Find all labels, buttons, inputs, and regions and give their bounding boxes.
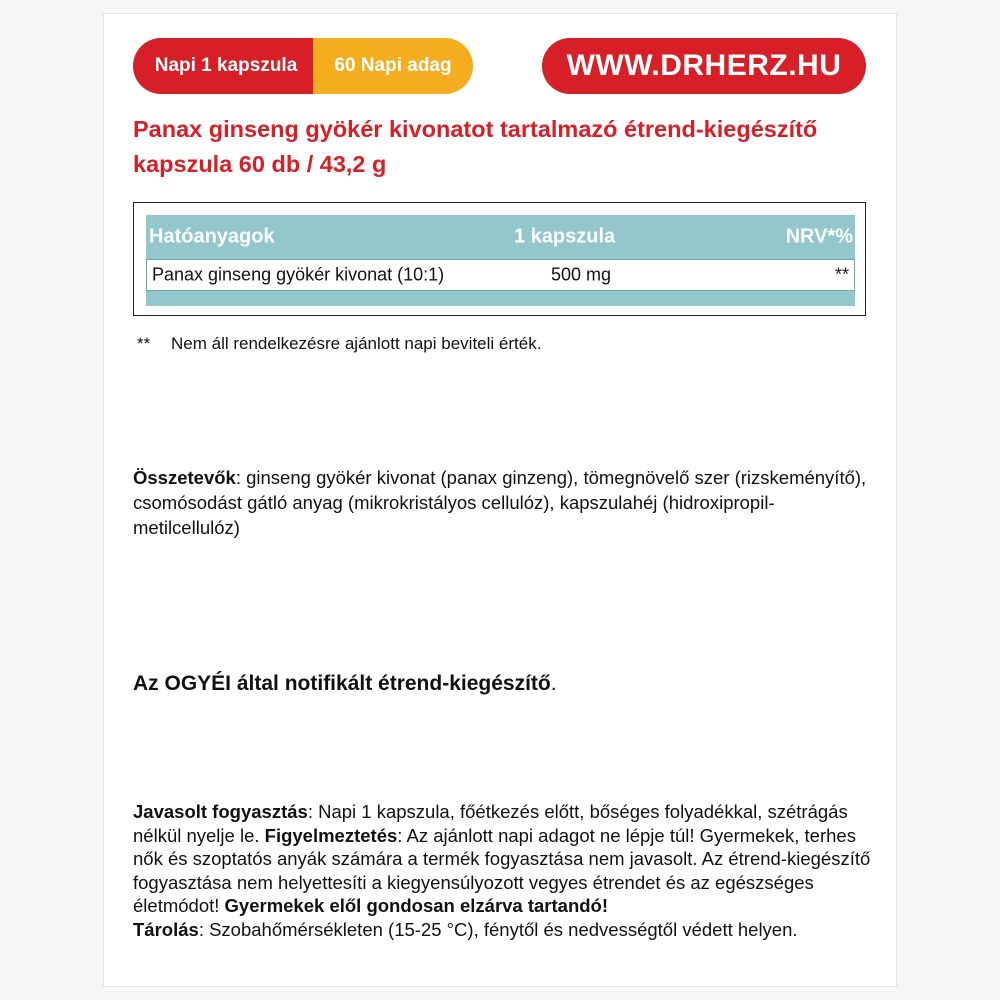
notification-statement [133,671,873,696]
header-nrv: NRV*% [785,225,853,248]
header-active-ingredients: Hatóanyagok [149,225,275,248]
usage-text: : Napi 1 kapszula, főétkezés előtt, bőséges folyadékkal, szétrágás nélkül nyelje le. [133,801,848,846]
header-per-capsule: 1 kapszula [514,225,616,248]
usage-paragraph [133,800,873,941]
notification-suffix: . [550,672,557,695]
product-title [133,112,873,182]
website-badge[interactable]: WWW.DRHERZ.HU [542,38,866,94]
nutrition-table-header [146,215,855,259]
footnote [137,334,541,354]
notification-text: Az OGYÉI által notifikált étrend-kiegészítő [133,672,551,695]
ingredient-amount-cell: 500 mg [551,264,612,285]
usage-label: Javasolt fogyasztás [133,801,308,822]
storage-label: Tárolás [133,918,199,940]
warning-label: Figyelmeztetés [264,824,398,846]
storage-text: : Szobahőmérsékleten (15-25 °C), fénytől és nedvességtől védett helyen. [198,918,798,940]
ingredient-nrv-cell: ** [834,264,849,285]
ingredient-name-cell: Panax ginseng gyökér kivonat (10:1) [152,264,445,285]
product-title-line2: kapszula 60 db / 43,2 g [133,151,387,177]
warning-text: : Az ajánlott napi adagot ne lépje túl! Gyermekek, terhes nők és szoptatós anyák számára a termék fogyasztása nem javasolt. Az étrend-kiegészítő fogyasztása nem helyettesíti a kiegyensúlyozott vegyes étrendet és az egészséges életmódot! [133,824,871,916]
footnote-text: Nem áll rendelkezésre ajánlott napi beviteli érték. [171,334,542,353]
product-title-line1: Panax ginseng gyökér kivonatot tartalmazó étrend-kiegészítő [133,116,818,142]
footnote-marker: ** [137,334,151,353]
nutrition-table [133,202,866,316]
nutrition-table-footer [146,291,855,306]
ingredients-text: : ginseng gyökér kivonat (panax ginzeng), tömegnövelő szer (rizskeményítő), csomósodást gátló anyag (mikrokristályos cellulóz), kapszulahéj (hidroxipropil-metilcellulóz) [133,467,867,538]
table-row [146,259,855,291]
warning-bold: Gyermekek elől gondosan elzárva tartandó! [224,895,609,916]
ingredients-label: Összetevők [133,467,236,488]
daily-dose-badge: Napi 1 kapszula [133,38,313,94]
dose-badge-group [133,38,473,94]
ingredients-paragraph [133,465,873,540]
servings-badge: 60 Napi adag [313,38,473,94]
